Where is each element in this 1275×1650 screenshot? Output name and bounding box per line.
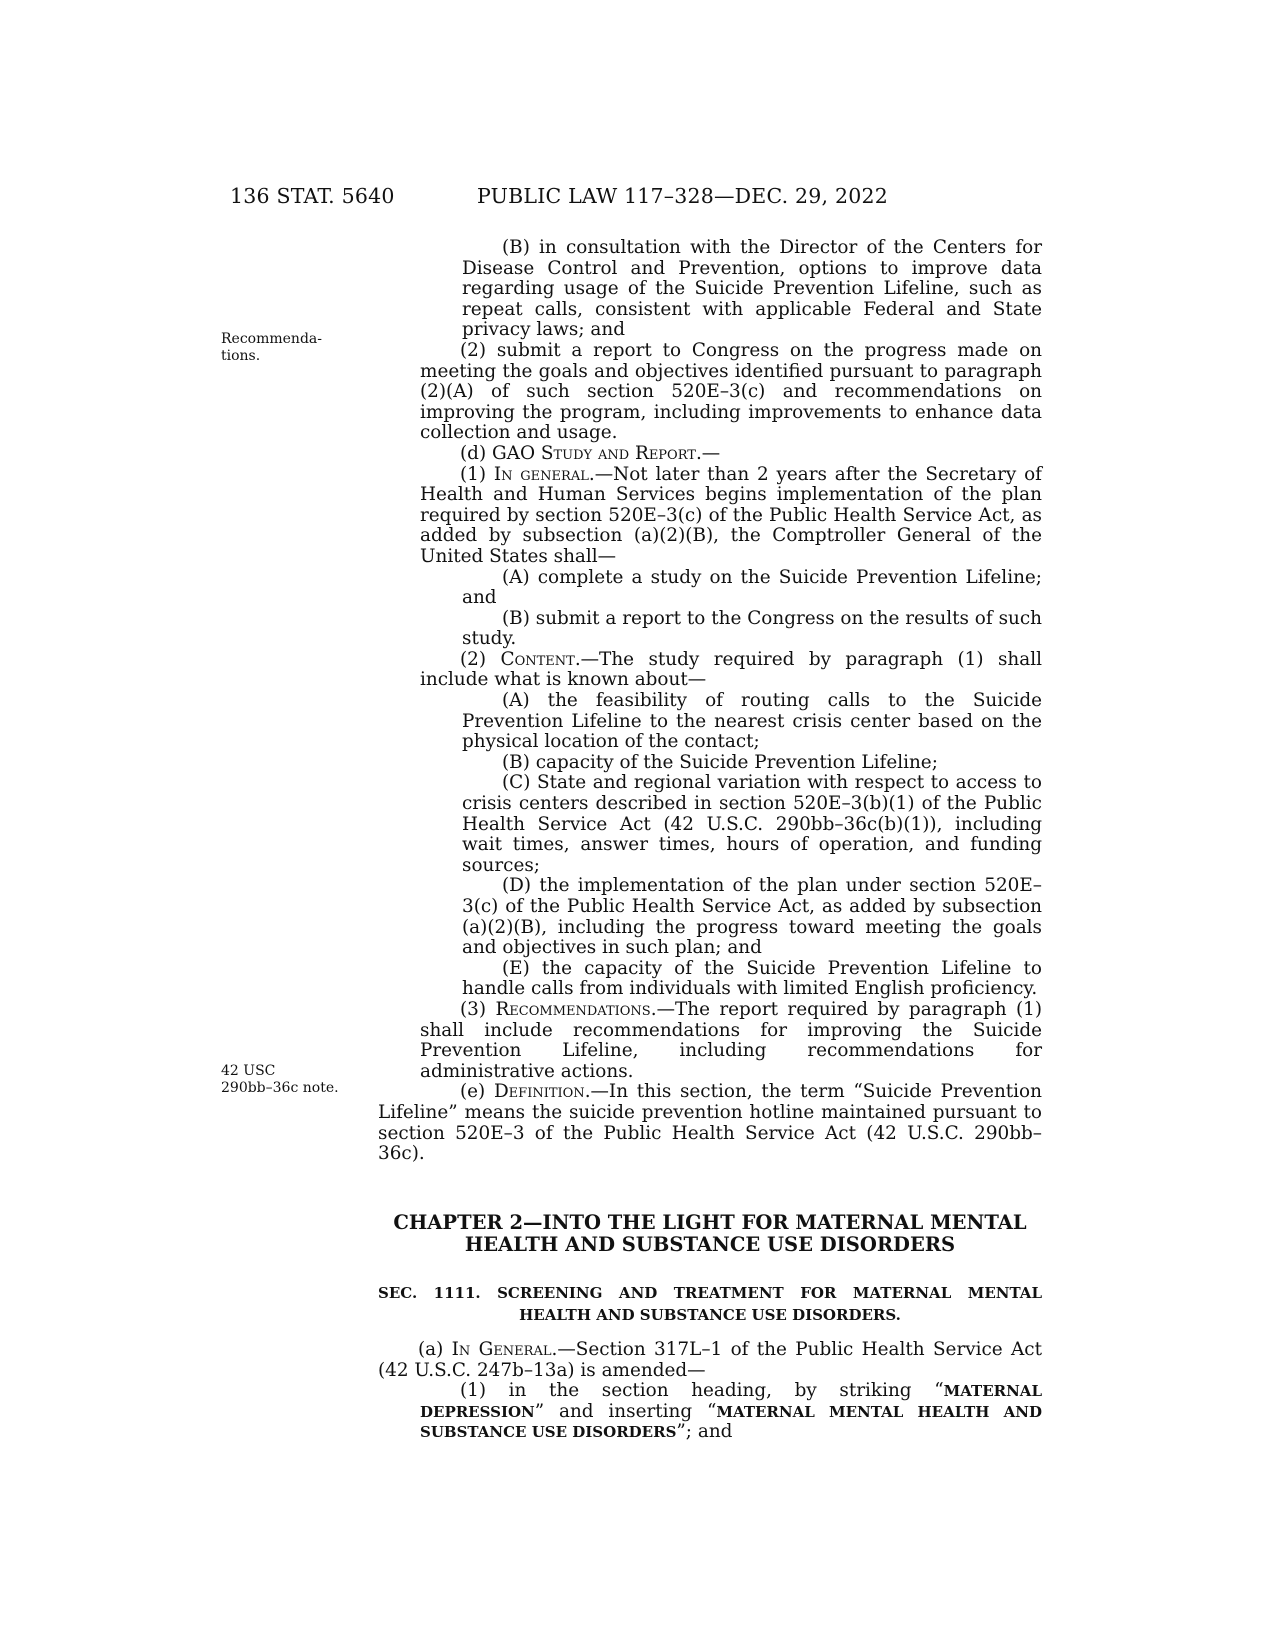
- subsection-label: (a): [418, 1339, 452, 1360]
- subsection-label: (e): [460, 1081, 494, 1103]
- subsection-label: (d): [460, 442, 492, 464]
- inserted-heading: MATERNAL MENTAL HEALTH AND SUBSTANCE USE DISORDERS: [420, 1402, 1042, 1442]
- paragraph-d2D: (D) the implementation of the plan under section 520E–3(c) of the Public Health Service Act, as added by subsection (a)(2)(B), including the progress toward meeting the goals and objectives in such plan; and: [462, 875, 1042, 959]
- paragraph-a1: [378, 1381, 1042, 1443]
- paragraph-text: ”; and: [676, 1421, 733, 1443]
- margin-note-line: 290bb–36c note.: [221, 1080, 339, 1096]
- section-heading-line: SEC. 1111. SCREENING AND TREATMENT FOR MATERNAL MENTAL: [378, 1284, 1042, 1302]
- paragraph-c2: (2) submit a report to Congress on the progress made on meeting the goals and objectives identified pursuant to paragraph (2)(A) of such section 520E–3(c) and recommendations on improving the program, including improvements to enhance data collection and usage.: [420, 339, 1042, 444]
- dash: .—: [695, 442, 721, 464]
- running-header: [0, 184, 1275, 214]
- subsection-a: [378, 1340, 1042, 1381]
- paragraph-text: .—The study required by paragraph (1) shall include what is known about—: [420, 648, 1042, 691]
- paragraph-d1A: (A) complete a study on the Suicide Prevention Lifeline; and: [462, 566, 1042, 609]
- subsection-e: [378, 1082, 1042, 1164]
- subsection-text: .—Section 317L–1 of the Public Health Service Act (42 U.S.C. 247b–13a) is amended—: [378, 1339, 1042, 1381]
- subsection-heading: GAO Study and Report: [491, 442, 696, 464]
- subsection-text: .—In this section, the term “Suicide Prevention Lifeline” means the suicide prevention hotline maintained pursuant to section 520E–3 of the Public Health Service Act (42 U.S.C. 290bb–36c).: [378, 1081, 1042, 1165]
- margin-note-line: Recommenda-: [221, 331, 322, 347]
- chapter-heading: [378, 1212, 1042, 1256]
- paragraph-text: ” and inserting “: [534, 1400, 717, 1422]
- margin-note-line: tions.: [221, 348, 261, 364]
- margin-note-line: 42 USC: [221, 1063, 276, 1079]
- paragraph-text: .—Not later than 2 years after the Secretary of Health and Human Services begins implementation of the plan required by section 520E–3(c) of the Public Health Service Act, as added by subsection (a)(2)(B), the Comptroller General of the United States shall—: [420, 463, 1042, 567]
- paragraph-label: (3): [460, 998, 496, 1020]
- struck-heading: MATERNAL DEPRESSION: [420, 1382, 1042, 1421]
- paragraph-d2: [420, 650, 1042, 691]
- paragraph-heading: In general: [493, 463, 589, 485]
- paragraph-d2A: (A) the feasibility of routing calls to the Suicide Prevention Lifeline to the nearest crisis center based on the physical location of the contact;: [462, 690, 1042, 753]
- paragraph-d2B: (B) capacity of the Suicide Prevention Lifeline;: [502, 751, 938, 773]
- paragraph-heading: Recommendations: [495, 998, 651, 1020]
- paragraph-c1B: (B) in consultation with the Director of the Centers for Disease Control and Prevention, options to improve data regarding usage of the Suicide Prevention Lifeline, such as repeat calls, consistent with applicable Federal and State privacy laws; and: [462, 237, 1042, 341]
- margin-note-usc: [221, 1063, 339, 1097]
- statute-body: [378, 237, 1042, 1165]
- chapter-heading-line: HEALTH AND SUBSTANCE USE DISORDERS: [464, 1233, 956, 1256]
- paragraph-text: (1) in the section heading, by striking “: [460, 1380, 944, 1402]
- subsection-heading: In General: [451, 1339, 552, 1360]
- paragraph-label: (2): [460, 648, 501, 670]
- stat-page-number: 136 STAT. 5640: [230, 184, 395, 208]
- paragraph-d2E: (E) the capacity of the Suicide Prevention Lifeline to handle calls from individuals with limited English proficiency.: [462, 957, 1042, 1000]
- paragraph-d3: [420, 1000, 1042, 1082]
- section-body: [378, 1340, 1042, 1443]
- section-heading-line: HEALTH AND SUBSTANCE USE DISORDERS.: [519, 1306, 901, 1324]
- chapter-heading-line: CHAPTER 2—INTO THE LIGHT FOR MATERNAL MENTAL: [393, 1211, 1027, 1234]
- paragraph-d2C: (C) State and regional variation with respect to access to crisis centers described in section 520E–3(b)(1) of the Public Health Service Act (42 U.S.C. 290bb–36c(b)(1)), including wait times, answer times, hours of operation, and funding sources;: [462, 772, 1042, 876]
- paragraph-d1B: (B) submit a report to the Congress on the results of such study.: [462, 607, 1042, 650]
- subsection-d-heading: [420, 444, 1042, 465]
- section-heading: [378, 1282, 1042, 1326]
- subsection-heading: Definition: [493, 1081, 585, 1103]
- law-title: PUBLIC LAW 117–328—DEC. 29, 2022: [477, 184, 888, 208]
- paragraph-text: .—The report required by paragraph (1) shall include recommendations for improving the Suicide Prevention Lifeline, including recommendations for administrative actions.: [420, 998, 1042, 1082]
- paragraph-label: (1): [460, 463, 494, 485]
- paragraph-heading: Content: [500, 648, 575, 670]
- margin-note-recommendations: [221, 331, 322, 365]
- paragraph-d1: [420, 465, 1042, 568]
